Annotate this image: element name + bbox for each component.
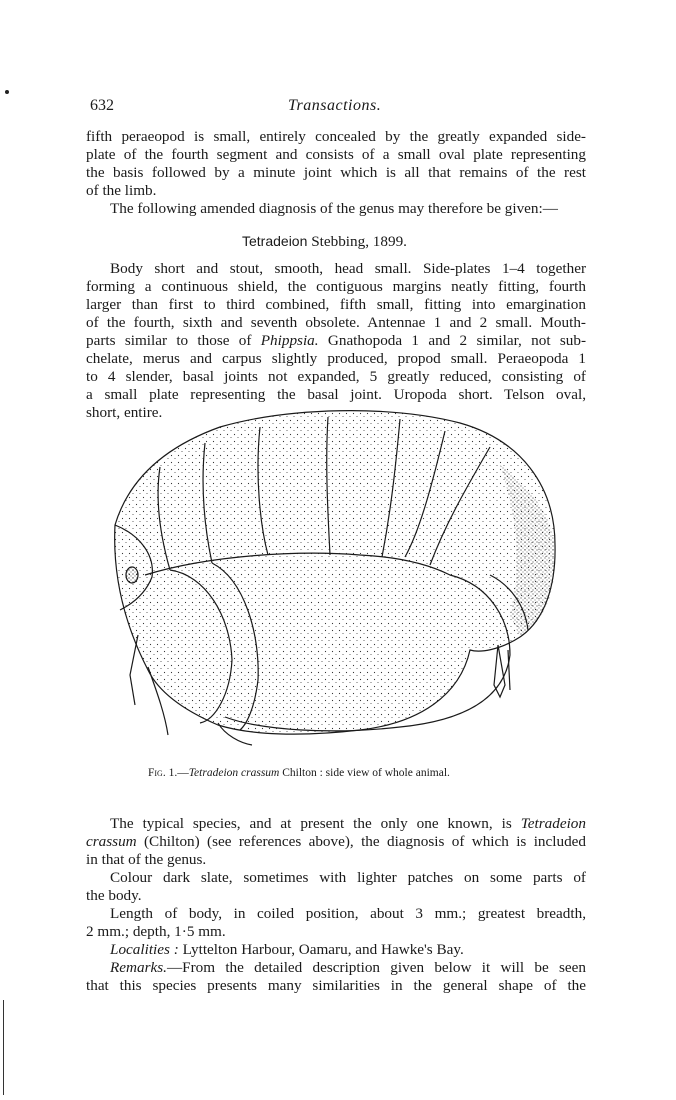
text-line bbox=[110, 815, 586, 833]
amphipod-figure bbox=[100, 405, 570, 760]
text-line: in that of the genus. bbox=[86, 851, 207, 868]
caption-dash: — bbox=[177, 767, 189, 779]
diagnosis-line: to 4 slender, basal joints not expanded, 5 greatly reduced, consisting of bbox=[86, 368, 586, 385]
uropod bbox=[494, 645, 505, 697]
caption-species: Tetradeion crassum bbox=[188, 767, 280, 779]
margin-speck bbox=[5, 90, 9, 94]
diagnosis-line: short, entire. bbox=[86, 404, 163, 421]
figure-caption bbox=[148, 767, 450, 779]
diagnosis-line bbox=[86, 332, 586, 350]
running-title: Transactions. bbox=[288, 97, 382, 114]
localities-line bbox=[110, 941, 586, 959]
diagnosis-text: parts similar to those of bbox=[86, 332, 261, 349]
remarks-label: Remarks. bbox=[110, 959, 167, 976]
diagnosis-line: Body short and stout, smooth, head small. Side-plates 1–4 together bbox=[110, 260, 586, 277]
diagnosis-line: forming a continuous shield, the contiguous margins neatly fitting, fourth bbox=[86, 278, 586, 295]
text-line: Length of body, in coiled position, about 3 mm.; greatest breadth, bbox=[110, 905, 586, 922]
text-line: The following amended diagnosis of the genus may therefore be given:— bbox=[110, 200, 558, 217]
text-line: 2 mm.; depth, 1·5 mm. bbox=[86, 923, 226, 940]
text-line bbox=[86, 833, 586, 851]
species-name: Tetradeion bbox=[520, 815, 586, 832]
species-name: crassum bbox=[86, 833, 137, 850]
text-line: plate of the fourth segment and consists of a small oval plate representing bbox=[86, 146, 586, 163]
remarks-text: —From the detailed description given below it will be seen bbox=[166, 959, 586, 976]
genus-heading bbox=[242, 233, 407, 251]
localities-label: Localities : bbox=[110, 941, 179, 958]
genus-reference: Phippsia. bbox=[260, 332, 319, 349]
page-number: 632 bbox=[90, 97, 114, 114]
caption-label: Fig. 1. bbox=[148, 767, 178, 779]
text-line: the body. bbox=[86, 887, 142, 904]
text-span: The typical species, and at present the only one known, is bbox=[110, 815, 521, 832]
genus-name: Tetradeion bbox=[242, 233, 308, 249]
diagnosis-line: a small plate representing the basal joint. Uropoda short. Telson oval, bbox=[86, 386, 586, 403]
diagnosis-text: Gnathopoda 1 and 2 similar, not sub- bbox=[318, 332, 586, 349]
text-line: the basis followed by a minute joint which is all that remains of the rest bbox=[86, 164, 586, 181]
diagnosis-line: larger than first to third combined, fifth small, fitting into emargination bbox=[86, 296, 586, 313]
diagnosis-line: of the fourth, sixth and seventh obsolete. Antennae 1 and 2 small. Mouth- bbox=[86, 314, 586, 331]
remarks-line: that this species presents many similarities in the general shape of the bbox=[86, 977, 586, 994]
margin-rule bbox=[3, 1000, 4, 1095]
text-line: Colour dark slate, sometimes with lighter patches on some parts of bbox=[110, 869, 586, 886]
text-span: (Chilton) (see references above), the diagnosis of which is included bbox=[136, 833, 586, 850]
eye bbox=[126, 567, 138, 583]
localities-text: Lyttelton Harbour, Oamaru, and Hawke's Bay. bbox=[178, 941, 464, 958]
remarks-line bbox=[110, 959, 586, 977]
text-line: fifth peraeopod is small, entirely concealed by the greatly expanded side- bbox=[86, 128, 586, 145]
caption-text: Chilton : side view of whole animal. bbox=[279, 767, 450, 779]
diagnosis-line: chelate, merus and carpus slightly produced, propod small. Peraeopoda 1 bbox=[86, 350, 586, 367]
genus-author: Stebbing, 1899. bbox=[311, 233, 407, 250]
text-line: of the limb. bbox=[86, 182, 157, 199]
